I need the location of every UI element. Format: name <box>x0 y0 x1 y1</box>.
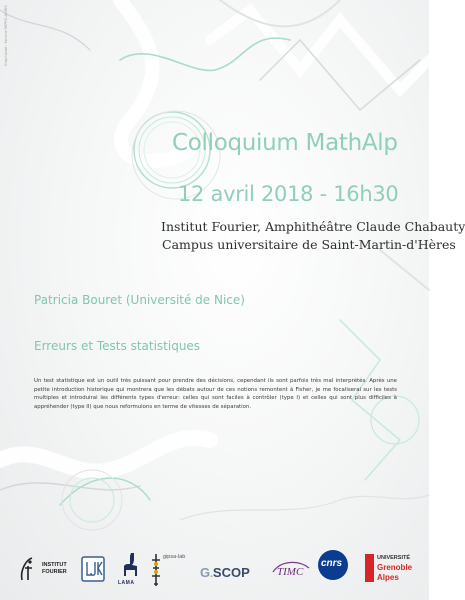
uga-label-3: Alpes <box>377 573 399 582</box>
talk-title: Erreurs et Tests statistiques <box>34 339 201 353</box>
event-date: 12 avril 2018 - 16h30 <box>178 182 399 206</box>
uga-label-1: UNIVERSITÉ <box>377 555 411 561</box>
poster-title: Colloquium MathAlp <box>172 130 398 156</box>
fourier-label-2: FOURIER <box>42 569 67 575</box>
timc-label: TIMC <box>277 566 304 578</box>
gscop-logo <box>200 562 260 582</box>
uga-label-2: Grenoble <box>377 563 413 572</box>
timc-logo <box>271 558 311 584</box>
llama-icon <box>113 550 143 580</box>
abstract-text: Un test statistique est un outil très puissant pour prendre des décisions, cependant ils sont parfois très mal interprétés. Après une petite introduction historique qui montrera que les débats autour de ces notions remontent à Fisher, je me focaliserai sur les tests multiples et introduirai les différents types d'erreur: celles qui sont faciles à contrôler (type I) et celles qui sont plus difficiles à appréhender (type II) que nous reformulons en terme de vitesses de séparation. <box>34 378 397 410</box>
speaker-name: Patricia Bouret (Université de Nice) <box>34 293 245 307</box>
lama-label: LAMA <box>118 580 135 586</box>
ljk-logo <box>80 554 106 584</box>
gipsa-tower-icon <box>150 552 162 588</box>
gscop-dot-icon: . <box>210 569 213 580</box>
cnrs-label: cnrs <box>321 558 343 569</box>
venue-line-1: Institut Fourier, Amphithéâtre Claude Chabauty <box>161 219 465 234</box>
fourier-emblem-icon <box>18 556 40 582</box>
gipsa-lab-logo <box>150 550 188 590</box>
venue-line-2: Campus universitaire de Saint-Martin-d'Hères <box>162 237 456 252</box>
lama-logo <box>113 550 145 590</box>
credit-text: Graphisme : Service REPRO-ADRIS <box>4 5 8 66</box>
gipsa-label: gipsa-lab <box>163 554 186 560</box>
fourier-label-1: INSTITUT <box>42 562 67 568</box>
institut-fourier-logo <box>18 556 72 584</box>
partner-logos <box>0 546 429 592</box>
gscop-label: SCOP <box>212 565 250 580</box>
gscop-g: G <box>200 565 211 580</box>
uga-logo <box>365 552 427 586</box>
ljk-emblem-icon <box>80 554 106 584</box>
uga-bar-icon <box>365 554 374 582</box>
cnrs-logo <box>318 550 348 580</box>
